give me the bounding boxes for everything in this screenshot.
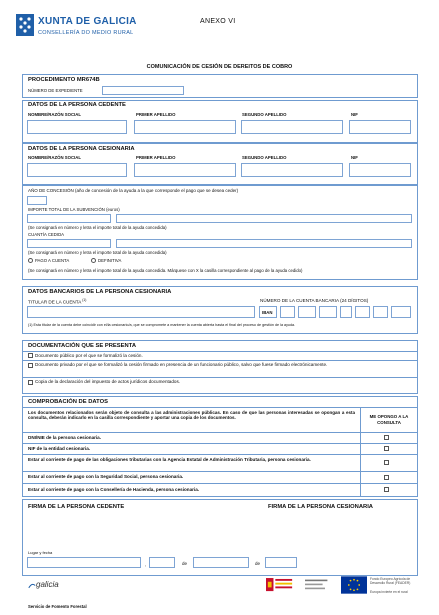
xunta-logo-icon — [16, 14, 34, 36]
service-name: Servicio de Fomento Forestal — [28, 604, 87, 609]
account-number-part2-input[interactable] — [373, 306, 388, 318]
eu-invests-text: Europa invierte en el rural — [370, 590, 408, 594]
oppose-checkbox-3[interactable] — [384, 460, 389, 465]
date-de-1: de — [182, 561, 188, 566]
cedente-name-label: NOMBRE/RAZÓN SOCIAL — [28, 112, 81, 117]
document-title: COMUNICACIÓN DE CESIÓN DE DEREITOS DE COBRO — [146, 64, 293, 70]
check-row-3: Estar al corriente de pago de las obligaciones tributarias con la Agencia Estatal de Administración Tributaria, persona cesionaria. — [28, 457, 311, 462]
grant-note-2: (Se consignará en número y letra el importe total de la ayuda concedida) — [28, 250, 167, 255]
documents-title: DOCUMENTACIÓN QUE SE PRESENTA — [28, 343, 137, 349]
oppose-checkbox-2[interactable] — [384, 446, 389, 451]
checks-row-line-2 — [22, 443, 418, 444]
doc-public-label: Documento público por el que se formalizó la cesión. — [35, 353, 143, 358]
cesionaria-title: DATOS DE LA PERSONA CESIONARIA — [28, 146, 135, 152]
cedente-surname2-label: SEGUNDO APELLIDO — [242, 112, 287, 117]
check-row-1: DNI/NIE de la persona cesionaria. — [28, 435, 102, 440]
documents-divider — [22, 351, 418, 352]
place-input[interactable] — [27, 557, 141, 568]
checks-row-line-5 — [22, 483, 418, 484]
eu-flag-icon — [341, 576, 367, 594]
oppose-header: ME OPONGO A LA CONSULTA — [369, 414, 409, 425]
checks-row-line-4 — [22, 471, 418, 472]
account-dc-input[interactable] — [340, 306, 352, 318]
grant-note-3: (Se consignará en número y letra el importe total de la ayuda concedida. Márquese con X la casilla correspondiente al pago de la ayuda cedido) — [28, 268, 303, 273]
account-holder-text: TITULAR DE LA CUENTA — [28, 299, 82, 305]
grant-year-input[interactable] — [27, 196, 47, 205]
grant-year-label: AÑO DE CONCESIÓN (año de concesión de la ayuda a la que corresponde el pago que se desea ceder) — [28, 188, 239, 193]
galicia-brand-icon — [28, 582, 36, 589]
final-payment-label: DEFINITIVA — [98, 258, 122, 263]
year-input[interactable] — [265, 557, 297, 568]
cesionaria-surname2-label: SEGUNDO APELLIDO — [242, 155, 287, 160]
cesionaria-surname1-input[interactable] — [134, 163, 236, 177]
check-row-2: NIF de la entidad cesionaria. — [28, 446, 91, 451]
month-input[interactable] — [193, 557, 249, 568]
cedente-surname1-label: PRIMER APELLIDO — [136, 112, 176, 117]
galicia-brand: galicia — [36, 580, 59, 589]
cedente-name-input[interactable] — [27, 120, 127, 134]
iban-digits-input[interactable] — [280, 306, 295, 318]
check-row-4: Estar al corriente de pago con la Seguridad Social, persona cesionaria. — [28, 474, 184, 479]
checks-row-line-3 — [22, 454, 418, 455]
doc-tax-checkbox[interactable] — [28, 380, 33, 385]
org-name: XUNTA DE GALICIA — [38, 16, 137, 27]
account-number-part1-input[interactable] — [355, 306, 370, 318]
place-date-label: Lugar y fecha — [28, 550, 53, 555]
bank-title: DATOS BANCARIOS DE LA PERSONA CESIONARIA — [28, 289, 172, 295]
bank-footnote: (1) Esta titular de la cuenta debe coincidir con el/la cesionario/a, que se compromete a mantener la cuenta abierta hasta el final del proceso de gestión de la ayuda. — [28, 323, 296, 327]
cedente-surname1-input[interactable] — [134, 120, 236, 134]
checks-row-line-1 — [22, 432, 418, 433]
ceded-amount-number-input[interactable] — [27, 239, 111, 248]
payment-on-account-radio[interactable] — [28, 258, 33, 263]
ministry-logo-icon — [302, 578, 332, 594]
check-row-5: Estar al corriente de pago con la Consellería de Hacienda, persona cesionaria. — [28, 487, 200, 492]
doc-public-checkbox[interactable] — [28, 353, 33, 358]
grant-note-1: (Se consignará en número y letra el importe total de la ayuda concedida) — [28, 225, 167, 230]
file-number-input[interactable] — [102, 86, 184, 95]
cesionaria-nif-label: NIF — [351, 155, 358, 160]
checks-intro: Los documentos relacionados serán objeto de consulta a las administraciones públicas. En caso de que las personas interesadas se opongan a esta consulta, deberán indicarlo en la casilla correspondiente y aportar una copia de los documentos. — [28, 410, 355, 421]
ceded-amount-words-input[interactable] — [116, 239, 412, 248]
date-comma: , — [145, 562, 147, 567]
account-holder-footnote-mark: (1) — [82, 298, 87, 302]
account-holder-input[interactable] — [27, 306, 255, 318]
grant-total-number-input[interactable] — [27, 214, 111, 223]
account-entity-input[interactable] — [298, 306, 316, 318]
spain-government-icon — [266, 576, 294, 595]
cedente-nif-input[interactable] — [349, 120, 411, 134]
day-input[interactable] — [149, 557, 175, 568]
doc-private-checkbox[interactable] — [28, 363, 33, 368]
cedente-nif-label: NIF — [351, 112, 358, 117]
grant-total-words-input[interactable] — [116, 214, 412, 223]
eu-fund-text: Fondo Europeo Agrícola de Desarrollo Rural (FEADER) — [370, 577, 411, 585]
cedente-surname2-input[interactable] — [241, 120, 343, 134]
signature-cesionaria-label: FIRMA DE LA PERSONA CESIONARIA — [268, 504, 373, 510]
documents-divider-3 — [22, 377, 418, 378]
grant-total-label: IMPORTE TOTAL DE LA SUBVENCIÓN (euros) — [28, 207, 120, 212]
account-number-part3-input[interactable] — [391, 306, 411, 318]
account-number-label: NÚMERO DE LA CUENTA BANCARIA (24 DÍGITOS) — [260, 298, 369, 303]
date-de-2: de — [255, 561, 261, 566]
cesionaria-surname2-input[interactable] — [241, 163, 343, 177]
account-holder-label — [28, 298, 86, 305]
checks-title: COMPROBACIÓN DE DATOS — [28, 399, 108, 405]
oppose-checkbox-4[interactable] — [384, 475, 389, 480]
payment-on-account-label: PAGO A CUENTA — [35, 258, 70, 263]
account-office-input[interactable] — [319, 306, 337, 318]
oppose-checkbox-1[interactable] — [384, 435, 389, 440]
procedure-code: PROCEDIMENTO MR674B — [28, 77, 100, 83]
cesionaria-name-input[interactable] — [27, 163, 127, 177]
documents-divider-2 — [22, 360, 418, 361]
signature-cedente-label: FIRMA DE LA PERSONA CEDENTE — [28, 504, 125, 510]
cesionaria-nif-input[interactable] — [349, 163, 411, 177]
annex-label: ANEXO VI — [200, 18, 236, 25]
cesionaria-surname1-label: PRIMER APELLIDO — [136, 155, 176, 160]
ceded-amount-label: CUANTÍA CEDIDA — [28, 232, 65, 237]
doc-private-label: Documento privado por el que se formalizó la cesión firmado en presencia de un funcionario público, salvo que fuese firmado electrónicamente. — [35, 362, 328, 367]
final-payment-radio[interactable] — [91, 258, 96, 263]
checks-divider — [22, 407, 418, 408]
department-name: CONSELLERÍA DO MEDIO RURAL — [38, 30, 134, 36]
file-number-label: NÚMERO DE EXPEDIENTE — [28, 88, 83, 93]
cesionaria-name-label: NOMBRE/RAZÓN SOCIAL — [28, 155, 81, 160]
iban-label: IBAN — [262, 310, 273, 315]
oppose-checkbox-5[interactable] — [384, 487, 389, 492]
doc-tax-label: Copia de la declaración del impuesto de actos jurídicos documentados. — [35, 379, 181, 384]
cedente-title: DATOS DE LA PERSONA CEDENTE — [28, 102, 126, 108]
grant-section — [22, 185, 418, 280]
